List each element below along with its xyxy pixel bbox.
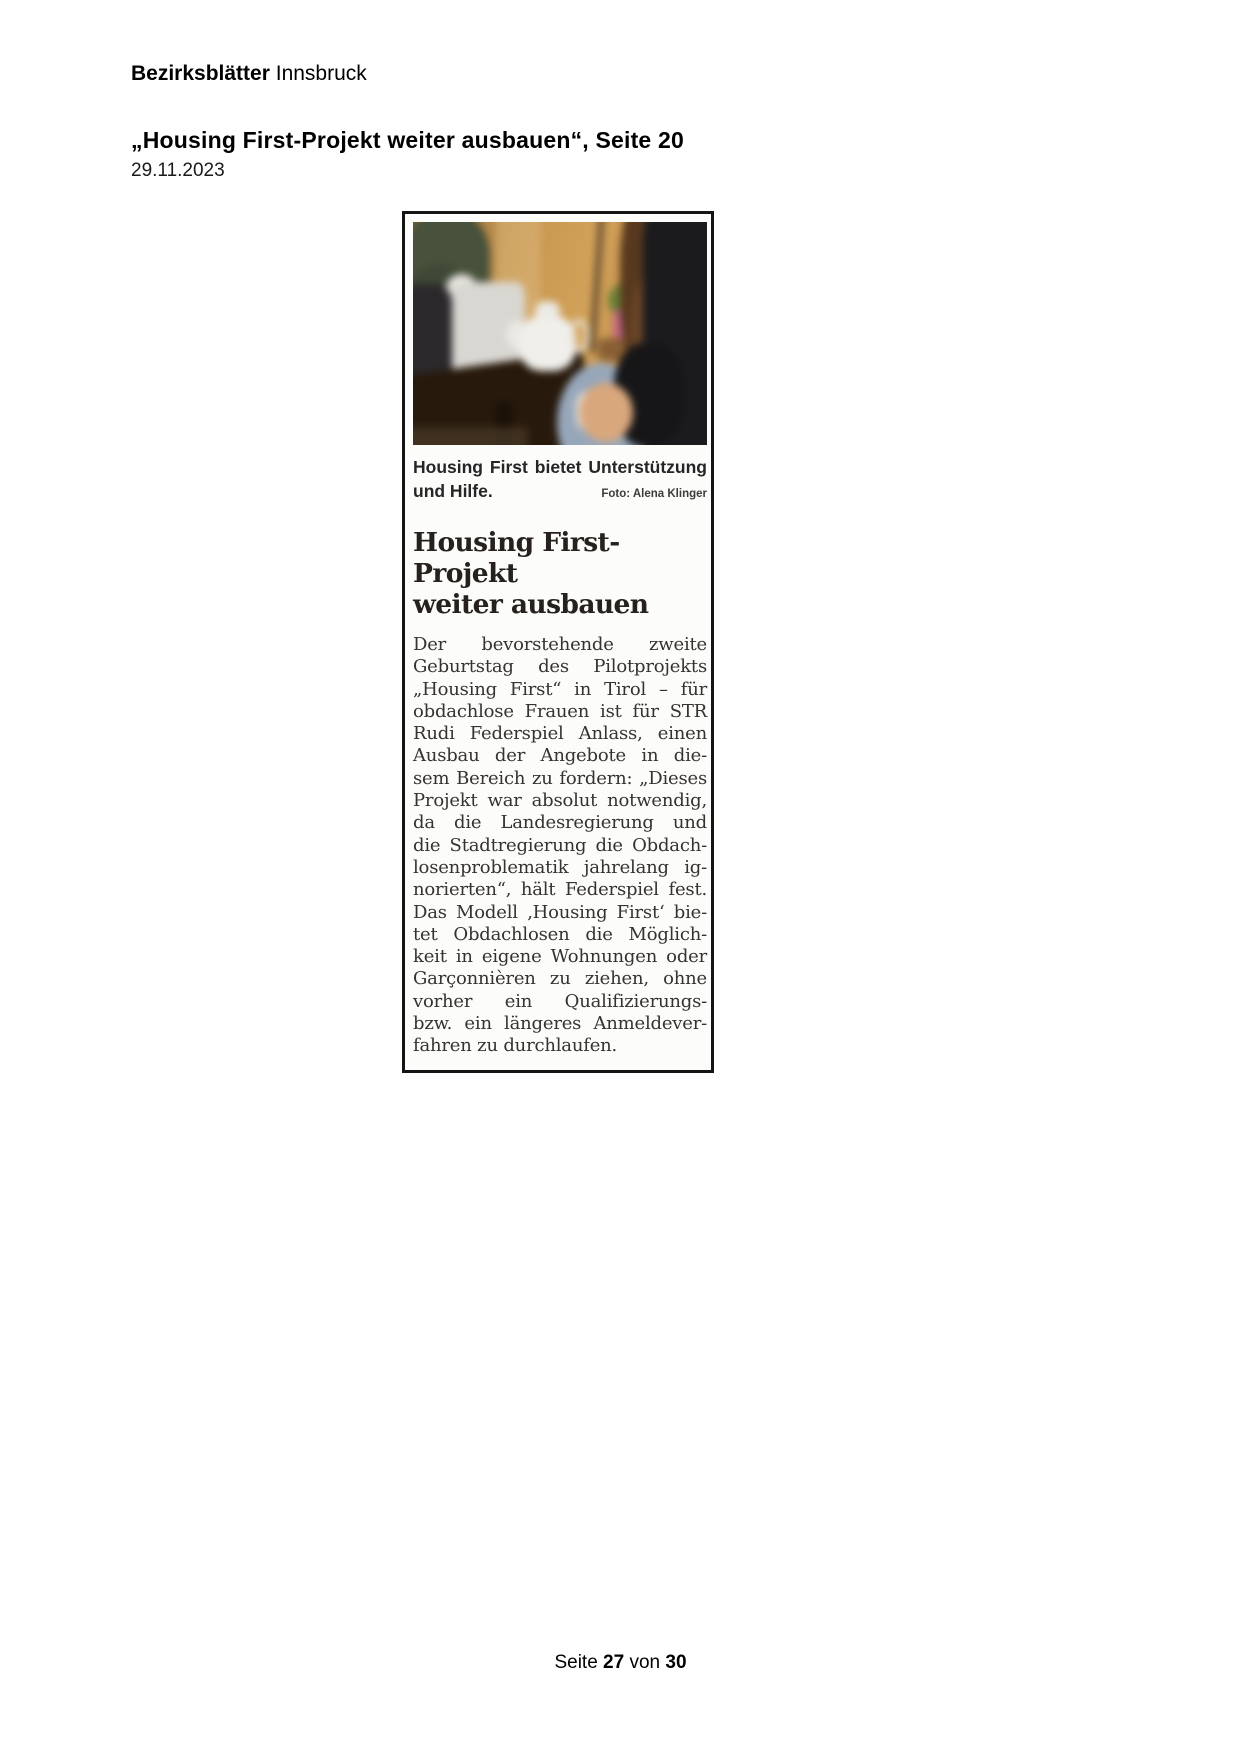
publication-name: Bezirksblätter	[131, 62, 270, 85]
body-text-line: Der bevorstehende zweite	[413, 634, 707, 655]
footer-current-page: 27	[603, 1652, 625, 1673]
footer-page-label: Seite	[554, 1652, 598, 1673]
clipping-headline-line1: Housing First-Projekt	[413, 527, 620, 589]
body-text-line: vorher ein Qualifizierungs-	[413, 990, 707, 1012]
body-text-line: losenproblematik jahrelang ig-	[413, 856, 707, 878]
body-text-line: Geburtstag des Pilotprojekts	[413, 656, 707, 678]
body-text-line: sem Bereich zu fordern: „Dieses	[413, 767, 707, 789]
body-text-line: keit in eigene Wohnungen oder	[413, 946, 707, 968]
clipping-body-text	[413, 634, 707, 1058]
photo-floor-shadow	[413, 427, 528, 445]
body-text-line: die Stadtregierung die Obdach-	[413, 834, 707, 856]
body-text-line: Rudi Federspiel Anlass, einen	[413, 723, 707, 745]
clipping-headline	[413, 527, 707, 620]
body-text-line: norierten“, hält Federspiel fest.	[413, 879, 707, 901]
body-text-line: Das Modell ‚Housing First‘ bie-	[413, 901, 707, 923]
article-title: „Housing First-Projekt weiter ausbauen“, Seite 20	[131, 127, 684, 153]
body-text-line: Ausbau der Angebote in die-	[413, 745, 707, 767]
publication-edition: Innsbruck	[275, 62, 367, 85]
article-date: 29.11.2023	[131, 160, 225, 181]
photo-kettle-handle	[570, 319, 589, 354]
body-text-line: Garçonnièren zu ziehen, ohne	[413, 968, 707, 990]
photo-caption-line1: Housing First bietet Unterstützung	[413, 457, 707, 477]
body-text-line: obdachlose Frauen ist für STR	[413, 700, 707, 722]
body-text-line: tet Obdachlosen die Möglich-	[413, 923, 707, 945]
photo-right-person-hand	[579, 383, 633, 442]
page-footer	[0, 1652, 1241, 1674]
photo-credit: Foto: Alena Klinger	[601, 488, 707, 500]
body-text-line: da die Landesregierung und	[413, 812, 707, 834]
newspaper-clipping	[402, 211, 714, 1073]
clipping-headline-line2: weiter ausbauen	[413, 589, 649, 620]
footer-of-label: von	[629, 1652, 661, 1673]
photo-caption-line2: und Hilfe.	[413, 481, 493, 501]
photo-kettle-lid	[535, 301, 560, 318]
footer-total-pages: 30	[665, 1652, 687, 1673]
body-text-line: „Housing First“ in Tirol – für	[413, 678, 707, 700]
body-text-line: bzw. ein längeres Anmeldever-	[413, 1013, 707, 1035]
photo-scene	[413, 222, 707, 445]
publication-header	[131, 62, 367, 86]
photo-caption	[413, 455, 707, 506]
article-photo	[413, 222, 707, 445]
body-text-line: Projekt war absolut notwendig,	[413, 790, 707, 812]
photo-kettle	[519, 314, 576, 371]
body-text-line: fahren zu durchlaufen.	[413, 1035, 618, 1057]
